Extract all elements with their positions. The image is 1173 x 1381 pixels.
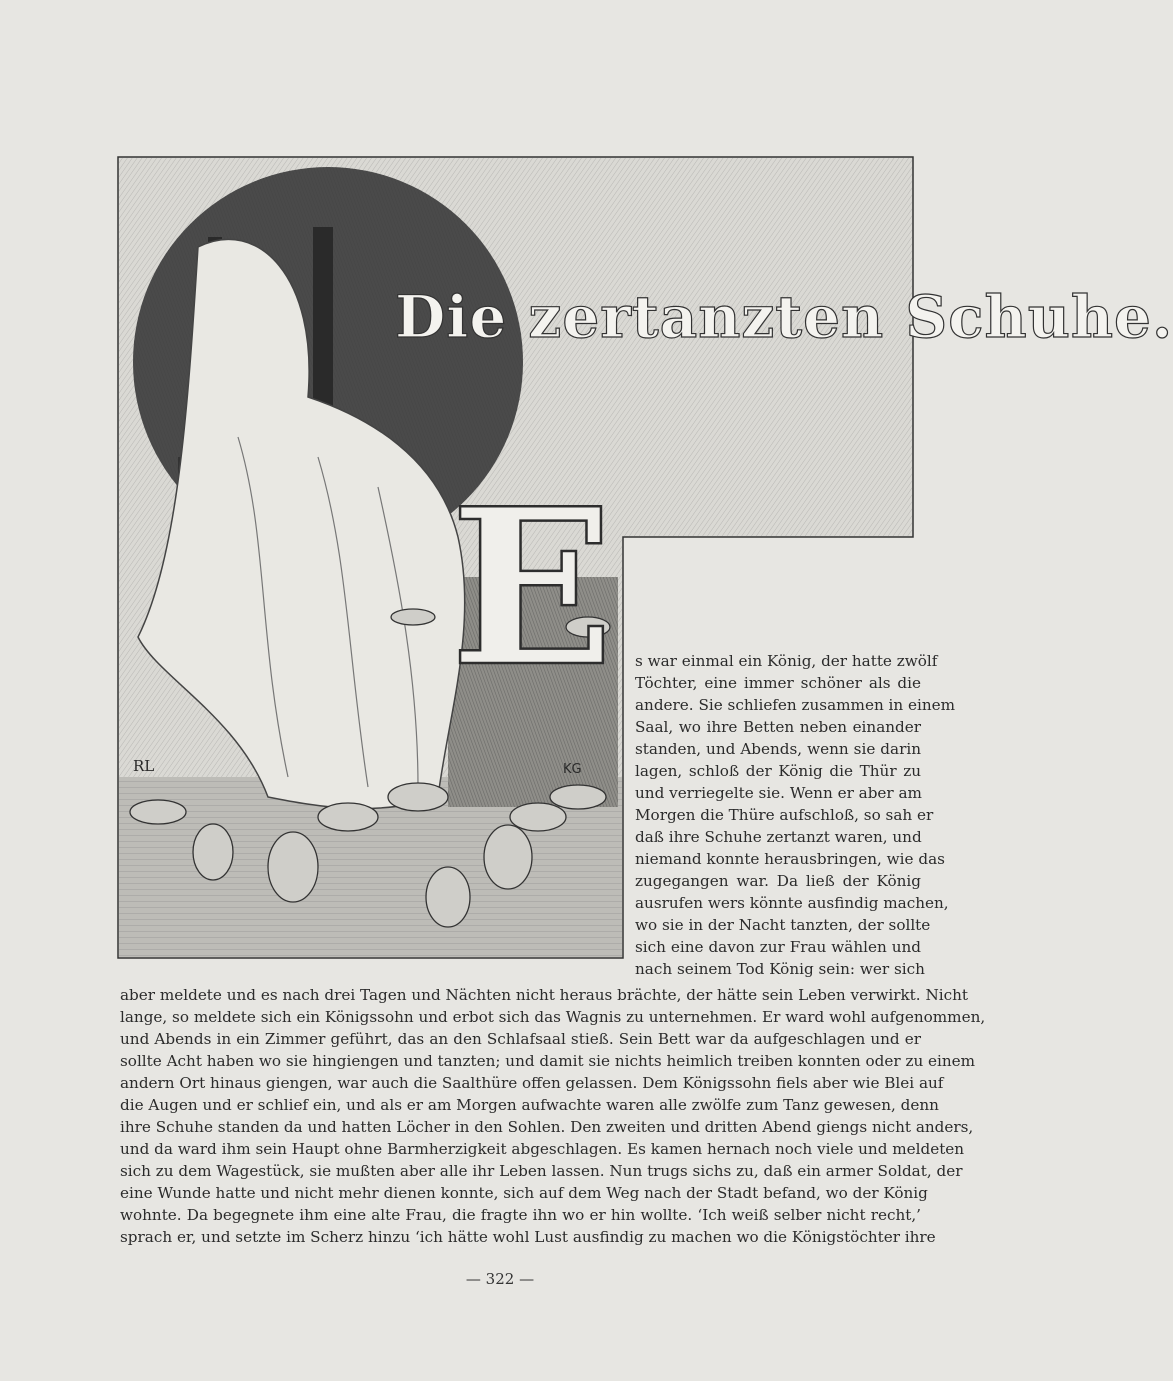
text-line: Töchter, eine immer schöner als die: [635, 674, 921, 692]
page-number: — 322 —: [465, 1270, 535, 1288]
decorative-initial-letter: E: [450, 461, 614, 714]
text-line: und da ward ihm sein Haupt ohne Barmherzigkeit abgeschlagen. Es kamen hernach noch viele und meldeten: [120, 1140, 965, 1158]
text-line: andern Ort hinaus giengen, war auch die Saalthüre offen gelassen. Dem Königssohn fiels aber wie Blei auf: [120, 1074, 944, 1092]
text-line: sich zu dem Wagestück, sie mußten aber alle ihr Leben lassen. Nun trugs sichs zu, daß ein armer Soldat, der: [120, 1162, 963, 1180]
text-line: die Augen und er schlief ein, und als er am Morgen aufwachte waren alle zwölfe zum Tanz gewesen, denn: [120, 1096, 939, 1114]
text-line: lagen, schloß der König die Thür zu: [635, 762, 921, 780]
text-line: und verriegelte sie. Wenn er aber am: [635, 784, 922, 802]
text-line: Saal, wo ihre Betten neben einander: [635, 718, 921, 736]
text-line: s war einmal ein König, der hatte zwölf: [635, 652, 938, 670]
story-title: Die zertanzten Schuhe.: [395, 283, 1173, 351]
text-line: sprach er, und setzte im Scherz hinzu ‘ich hätte wohl Lust ausfindig zu machen wo die Königstöchter ihre: [120, 1228, 936, 1246]
text-line: nach seinem Tod König sein: wer sich: [635, 960, 925, 978]
text-line: sich eine davon zur Frau wählen und: [635, 938, 921, 956]
text-line: lange, so meldete sich ein Königssohn und erbot sich das Wagnis zu unternehmen. Er ward wohl aufgenommen,: [120, 1008, 986, 1026]
text-line: und Abends in ein Zimmer geführt, das an den Schlafsaal stieß. Sein Bett war da aufgeschlagen und er: [120, 1030, 921, 1048]
text-line: zugegangen war. Da ließ der König: [635, 872, 921, 890]
text-line: sollte Acht haben wo sie hingiengen und tanzten; und damit sie nichts heimlich treiben konnten oder zu einem: [120, 1052, 976, 1070]
text-line: wohnte. Da begegnete ihm eine alte Frau, die fragte ihn wo er hin wollte. ‘Ich weiß selber nicht recht,’: [120, 1206, 921, 1224]
text-line: aber meldete und es nach drei Tagen und Nächten nicht heraus brächte, der hätte sein Leben verwirkt. Nicht: [120, 986, 968, 1004]
text-line: ihre Schuhe standen da und hatten Löcher in den Sohlen. Den zweiten und dritten Abend giengs nicht anders,: [120, 1118, 974, 1136]
text-line: andere. Sie schliefen zusammen in einem: [635, 696, 956, 714]
text-line: niemand konnte herausbringen, wie das: [635, 850, 945, 868]
artist-signature-right: KG: [563, 762, 582, 777]
text-line: daß ihre Schuhe zertanzt waren, und: [635, 828, 922, 846]
text-line: wo sie in der Nacht tanzten, der sollte: [635, 916, 931, 934]
text-line: eine Wunde hatte und nicht mehr dienen konnte, sich auf dem Weg nach der Stadt befand, wo der König: [120, 1184, 928, 1202]
text-line: Morgen die Thüre aufschloß, so sah er: [635, 806, 934, 824]
text-line: standen, und Abends, wenn sie darin: [635, 740, 921, 758]
text-line: ausrufen wers könnte ausfindig machen,: [635, 894, 949, 912]
artist-signature-left: RL: [133, 757, 155, 775]
